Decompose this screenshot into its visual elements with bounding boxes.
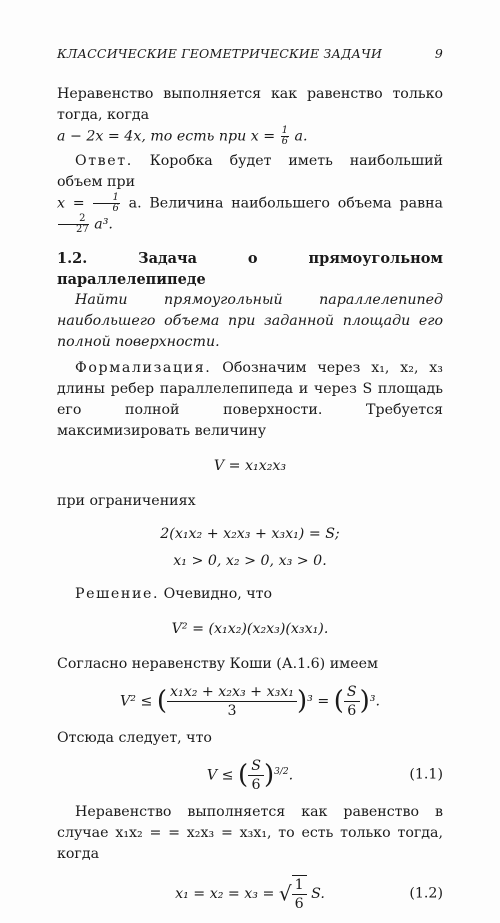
equation-number: (1.2) [409,885,443,901]
equation-1-1: V ≤ ( $\frac{S}{6}$ )$^{3/2}$. (1.1) [206,757,443,793]
answer-paragraph: Ответ. Коробка будет иметь наибольший объем при x = $\frac{1}{6}$ a. Величина наибольшего объема равна $\frac{2}{27}$ a³. [57,152,443,235]
page-body [57,84,443,923]
equation-volume-squared: V² = (x₁x₂)(x₂x₃)(x₃x₁). [171,620,329,637]
equation-cauchy: V² ≤ ( $\frac{\text{x₁x₂ + x₂x₃ + x₃x₁}}{3}$ )³ = ( $\frac{S}{6}$ )³. [120,683,380,719]
formalization-paragraph: Формализация. Обозначим через x₁, x₂, x₃ длины ребер параллелепипеда и через S площадь его полной поверхности. Требуется максимизировать величину [57,359,443,439]
equation-constraint-2: x₁ > 0, x₂ > 0, x₃ > 0. [173,552,327,569]
page-number: 9 [434,46,443,61]
constraints-label: при ограничениях [57,492,196,509]
paragraph-equality: Неравенство выполняется как равенство только тогда, когда a − 2x = 4x, то есть при x = $\frac{1}{6}$ a. [57,86,443,147]
last-paragraph: Неравенство выполняется как равенство в случае x₁x₂ = = x₂x₃ = x₃x₁, то есть только тогда, когда [57,803,443,862]
solution-paragraph: Решение. Очевидно, что [75,585,273,602]
task-statement: Найти прямоугольный параллелепипед наибольшего объема при заданной площади его полной поверхности. [57,291,443,350]
formalization-label: Формализация. [75,359,212,376]
equation-number: (1.1) [409,766,443,783]
cauchy-paragraph: Согласно неравенству Коши (А.1.6) имеем [57,655,379,672]
equation-1-2: x₁ = x₂ = x₃ = √ $\frac{1}{6}$ S. (1.2) [175,876,443,912]
header-title: КЛАССИЧЕСКИЕ ГЕОМЕТРИЧЕСКИЕ ЗАДАЧИ [57,46,383,61]
section-heading: 1.2. Задача о прямоугольном параллелепипеде [57,249,443,288]
equation-constraint-1: 2(x₁x₂ + x₂x₃ + x₃x₁) = S; [160,525,340,542]
hence-paragraph: Отсюда следует, что [57,729,212,746]
running-header [57,46,443,61]
solution-label: Решение. [75,585,160,602]
equation-volume: V = x₁x₂x₃ [213,457,287,474]
fraction: $\frac{1}{6}$ [281,125,289,147]
answer-label: Ответ. [75,152,133,169]
